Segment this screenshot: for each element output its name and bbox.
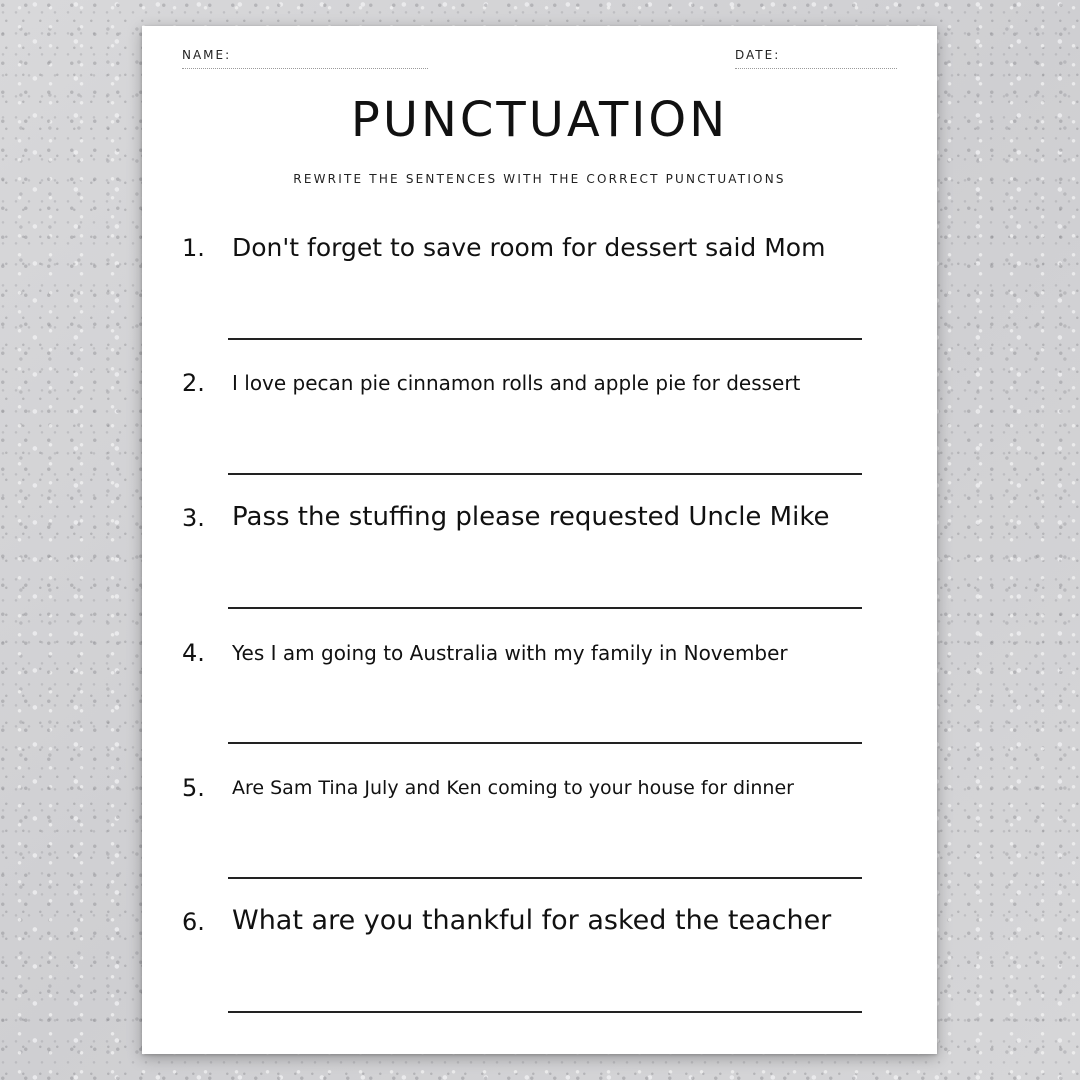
answer-line[interactable] <box>228 473 862 475</box>
answer-line[interactable] <box>228 1011 862 1013</box>
question-text: Pass the stuffing please requested Uncle Mike <box>232 502 830 532</box>
worksheet-title: PUNCTUATION <box>350 92 729 148</box>
worksheet-instructions: REWRITE THE SENTENCES WITH THE CORRECT PUNCTUATIONS <box>293 172 786 186</box>
answer-line[interactable] <box>228 607 862 609</box>
question-item-4 <box>182 639 902 759</box>
date-label: DATE: <box>735 48 781 62</box>
question-number: 6. <box>182 908 205 936</box>
question-number: 3. <box>182 504 205 532</box>
question-text: Are Sam Tina July and Ken coming to your house for dinner <box>232 777 794 799</box>
name-field[interactable] <box>182 48 428 69</box>
question-text: Don't forget to save room for dessert said Mom <box>232 233 826 262</box>
worksheet-page <box>142 26 937 1054</box>
question-text: What are you thankful for asked the teacher <box>232 905 832 936</box>
question-item-6 <box>182 905 902 1028</box>
question-text: I love pecan pie cinnamon rolls and apple pie for dessert <box>232 371 801 395</box>
question-number: 4. <box>182 639 205 667</box>
answer-line[interactable] <box>228 877 862 879</box>
answer-line[interactable] <box>228 742 862 744</box>
question-item-5 <box>182 774 902 894</box>
question-item-3 <box>182 504 902 624</box>
question-number: 1. <box>182 234 205 262</box>
question-item-1 <box>182 234 902 354</box>
answer-line[interactable] <box>228 338 862 340</box>
name-label: NAME: <box>182 48 232 62</box>
question-number: 5. <box>182 774 205 802</box>
question-text: Yes I am going to Australia with my family in November <box>232 641 788 665</box>
question-number: 2. <box>182 369 205 397</box>
question-item-2 <box>182 369 902 489</box>
date-field[interactable] <box>735 48 897 69</box>
